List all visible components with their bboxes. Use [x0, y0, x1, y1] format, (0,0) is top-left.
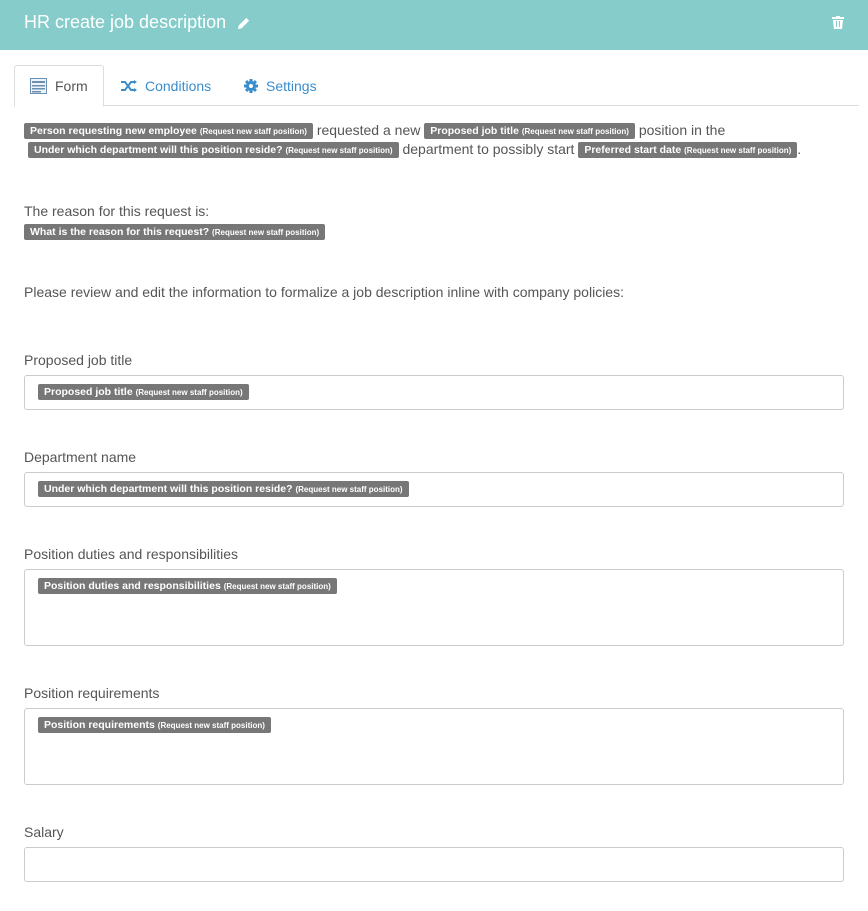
variable-chip[interactable]: Position duties and responsibilities (Request new staff position) [38, 578, 337, 594]
reason-line [24, 223, 325, 240]
tab-conditions-label: Conditions [145, 77, 212, 94]
tab-settings-label: Settings [266, 77, 317, 94]
intro-text: requested a new [316, 122, 421, 138]
requirements-textarea[interactable] [24, 708, 844, 785]
field-label: Salary [24, 824, 64, 840]
intro-text: position in the [638, 122, 726, 138]
variable-chip[interactable]: Proposed job title (Request new staff position) [38, 384, 249, 400]
header-bar [0, 0, 868, 50]
field-label: Position duties and responsibilities [24, 546, 239, 562]
review-text: Please review and edit the information to formalize a job description inline with company policies: [24, 284, 624, 300]
variable-chip[interactable]: Preferred start date (Request new staff position) [578, 142, 797, 158]
form-icon [30, 78, 47, 94]
intro-text: . [797, 141, 802, 157]
trash-icon[interactable] [832, 16, 844, 29]
page-title: HR create job description [24, 12, 227, 32]
tab-conditions[interactable] [121, 65, 211, 106]
proposed-job-title-field[interactable] [24, 375, 844, 410]
pencil-icon[interactable] [236, 16, 251, 31]
tab-form[interactable] [14, 65, 104, 107]
tab-form-label: Form [55, 78, 88, 94]
shuffle-icon [121, 80, 137, 92]
field-label: Department name [24, 449, 137, 465]
tab-settings[interactable] [244, 65, 317, 106]
variable-chip[interactable]: Proposed job title (Request new staff position) [424, 123, 635, 139]
department-name-field[interactable] [24, 472, 844, 507]
intro-text: department to possibly start [402, 141, 575, 157]
intro-line-1 [24, 122, 725, 139]
salary-field[interactable] [24, 847, 844, 882]
variable-chip[interactable]: What is the reason for this request? (Request new staff position) [24, 224, 325, 240]
duties-textarea[interactable] [24, 569, 844, 646]
field-label: Position requirements [24, 685, 160, 701]
tab-bar [14, 65, 859, 106]
variable-chip[interactable]: Under which department will this position reside? (Request new staff position) [28, 142, 399, 158]
field-label: Proposed job title [24, 352, 133, 368]
variable-chip[interactable]: Under which department will this position reside? (Request new staff position) [38, 481, 409, 497]
reason-text: The reason for this request is: [24, 203, 210, 219]
variable-chip[interactable]: Person requesting new employee (Request new staff position) [24, 123, 313, 139]
intro-line-2 [28, 141, 801, 158]
variable-chip[interactable]: Position requirements (Request new staff position) [38, 717, 271, 733]
gear-icon [244, 79, 258, 93]
